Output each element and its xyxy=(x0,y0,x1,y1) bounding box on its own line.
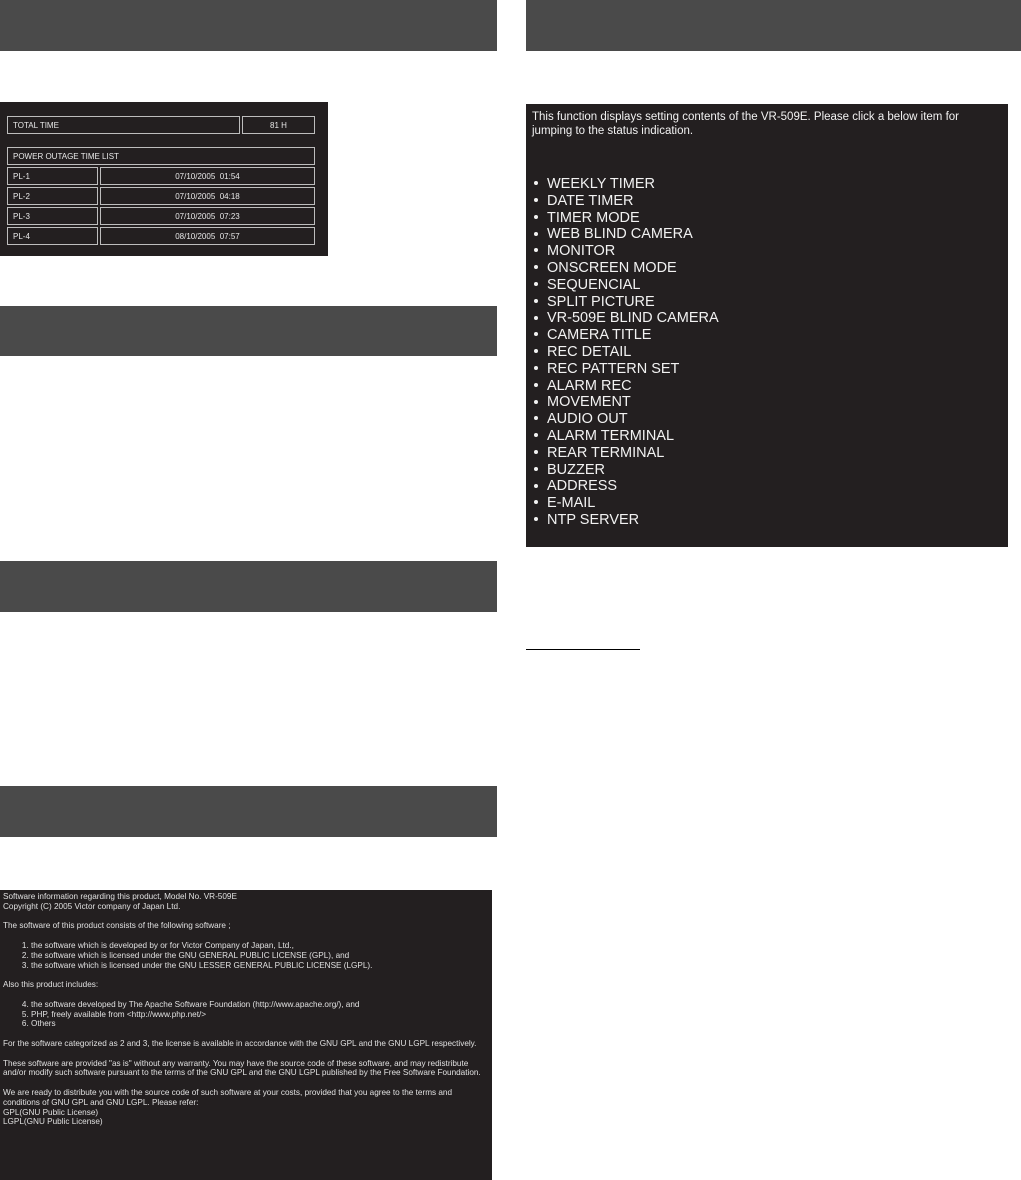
section-header-band xyxy=(0,0,497,51)
outage-row-id: PL-4 xyxy=(7,227,98,245)
bullet-icon xyxy=(534,416,538,420)
status-item-link[interactable]: TIMER MODE xyxy=(534,210,719,227)
divider-rule xyxy=(526,649,640,650)
status-item-link[interactable]: BUZZER xyxy=(534,462,719,479)
outage-row-time: 07/10/2005 07:23 xyxy=(100,207,315,225)
section-header-band xyxy=(526,0,1021,51)
bullet-icon xyxy=(534,433,538,437)
bullet-icon xyxy=(534,181,538,185)
sw-list-item: 6. Others xyxy=(31,1019,487,1029)
outage-row-id: PL-3 xyxy=(7,207,98,225)
software-info-panel xyxy=(0,890,492,1180)
software-info-text xyxy=(3,892,487,1127)
sw-list-item: 3. the software which is licensed under the GNU LESSER GENERAL PUBLIC LICENSE (LGPL). xyxy=(31,961,487,971)
sw-list-1 xyxy=(3,941,487,970)
sw-consists-line: The software of this product consists of the following software ; xyxy=(3,921,231,931)
sw-model-line: Software information regarding this product, Model No. VR-509E xyxy=(3,892,237,901)
sw-copyright-line: Copyright (C) 2005 Victor company of Japan Ltd. xyxy=(3,901,181,911)
sw-includes-line: Also this product includes: xyxy=(3,980,99,990)
status-item-link[interactable]: REC PATTERN SET xyxy=(534,361,719,378)
status-panel xyxy=(526,104,1008,547)
bullet-icon xyxy=(534,517,538,521)
status-item-link[interactable]: MOVEMENT xyxy=(534,394,719,411)
status-item-link[interactable]: WEEKLY TIMER xyxy=(534,176,719,193)
status-item-link[interactable]: ADDRESS xyxy=(534,478,719,495)
power-outage-list-header: POWER OUTAGE TIME LIST xyxy=(7,147,315,165)
outage-row-time: 07/10/2005 04:18 xyxy=(100,187,315,205)
status-item-list xyxy=(534,176,719,529)
sw-list-item: 4. the software developed by The Apache Software Foundation (http://www.apache.org/), and xyxy=(31,1000,487,1010)
bullet-icon xyxy=(534,215,538,219)
status-item-link[interactable]: DATE TIMER xyxy=(534,193,719,210)
total-time-value: 81 H xyxy=(242,116,315,134)
gpl-link[interactable]: GPL(GNU Public License) xyxy=(3,1107,99,1117)
lgpl-link[interactable]: LGPL(GNU Public License) xyxy=(3,1117,103,1127)
bullet-icon xyxy=(534,332,538,336)
bullet-icon xyxy=(534,248,538,252)
status-item-link[interactable]: ONSCREEN MODE xyxy=(534,260,719,277)
bullet-icon xyxy=(534,198,538,202)
bullet-icon xyxy=(534,450,538,454)
sw-list-item: 5. PHP, freely available from <http://www.php.net/> xyxy=(31,1010,487,1020)
status-item-link[interactable]: ALARM TERMINAL xyxy=(534,428,719,445)
status-item-link[interactable]: VR-509E BLIND CAMERA xyxy=(534,310,719,327)
outage-row-id: PL-1 xyxy=(7,167,98,185)
bullet-icon xyxy=(534,383,538,387)
sw-asis-paragraph: These software are provided "as is" without any warranty. You may have the source code of these software, and may redistribute and/or modify such software pursuant to the terms of the GNU GPL and the GNU LGPL published by the Free Software Foundation. xyxy=(3,1058,481,1078)
status-item-link[interactable]: WEB BLIND CAMERA xyxy=(534,226,719,243)
status-item-link[interactable]: ALARM REC xyxy=(534,378,719,395)
bullet-icon xyxy=(534,500,538,504)
section-header-band xyxy=(0,786,497,837)
status-item-link[interactable]: CAMERA TITLE xyxy=(534,327,719,344)
section-header-band xyxy=(0,561,497,612)
bullet-icon xyxy=(534,467,538,471)
status-item-link[interactable]: SPLIT PICTURE xyxy=(534,294,719,311)
sw-list-2 xyxy=(3,1000,487,1029)
bullet-icon xyxy=(534,282,538,286)
outage-row-id: PL-2 xyxy=(7,187,98,205)
sw-license-paragraph: For the software categorized as 2 and 3, the license is available in accordance with the GNU GPL and the GNU LGPL respectively. xyxy=(3,1038,477,1048)
bullet-icon xyxy=(534,349,538,353)
status-item-link[interactable]: E-MAIL xyxy=(534,495,719,512)
total-time-label: TOTAL TIME xyxy=(7,116,240,134)
section-header-band xyxy=(0,306,497,356)
outage-row-time: 08/10/2005 07:57 xyxy=(100,227,315,245)
status-item-link[interactable]: MONITOR xyxy=(534,243,719,260)
status-item-link[interactable]: SEQUENCIAL xyxy=(534,277,719,294)
status-item-link[interactable]: REC DETAIL xyxy=(534,344,719,361)
bullet-icon xyxy=(534,484,538,488)
status-item-link[interactable]: REAR TERMINAL xyxy=(534,445,719,462)
bullet-icon xyxy=(534,299,538,303)
status-item-link[interactable]: NTP SERVER xyxy=(534,512,719,529)
bullet-icon xyxy=(534,316,538,320)
bullet-icon xyxy=(534,265,538,269)
sw-list-item: 1. the software which is developed by or for Victor Company of Japan, Ltd., xyxy=(31,941,487,951)
bullet-icon xyxy=(534,400,538,404)
outage-row-time: 07/10/2005 01:54 xyxy=(100,167,315,185)
sw-distribute-paragraph: We are ready to distribute you with the source code of such software at your costs, provided that you agree to the terms and conditions of GNU GPL and GNU LGPL. Please refer: xyxy=(3,1087,453,1107)
sw-list-item: 2. the software which is licensed under the GNU GENERAL PUBLIC LICENSE (GPL), and xyxy=(31,951,487,961)
bullet-icon xyxy=(534,366,538,370)
bullet-icon xyxy=(534,232,538,236)
operation-time-panel xyxy=(0,102,328,256)
status-item-link[interactable]: AUDIO OUT xyxy=(534,411,719,428)
status-intro-text: This function displays setting contents of the VR-509E. Please click a below item for jumping to the status indication. xyxy=(532,111,959,137)
